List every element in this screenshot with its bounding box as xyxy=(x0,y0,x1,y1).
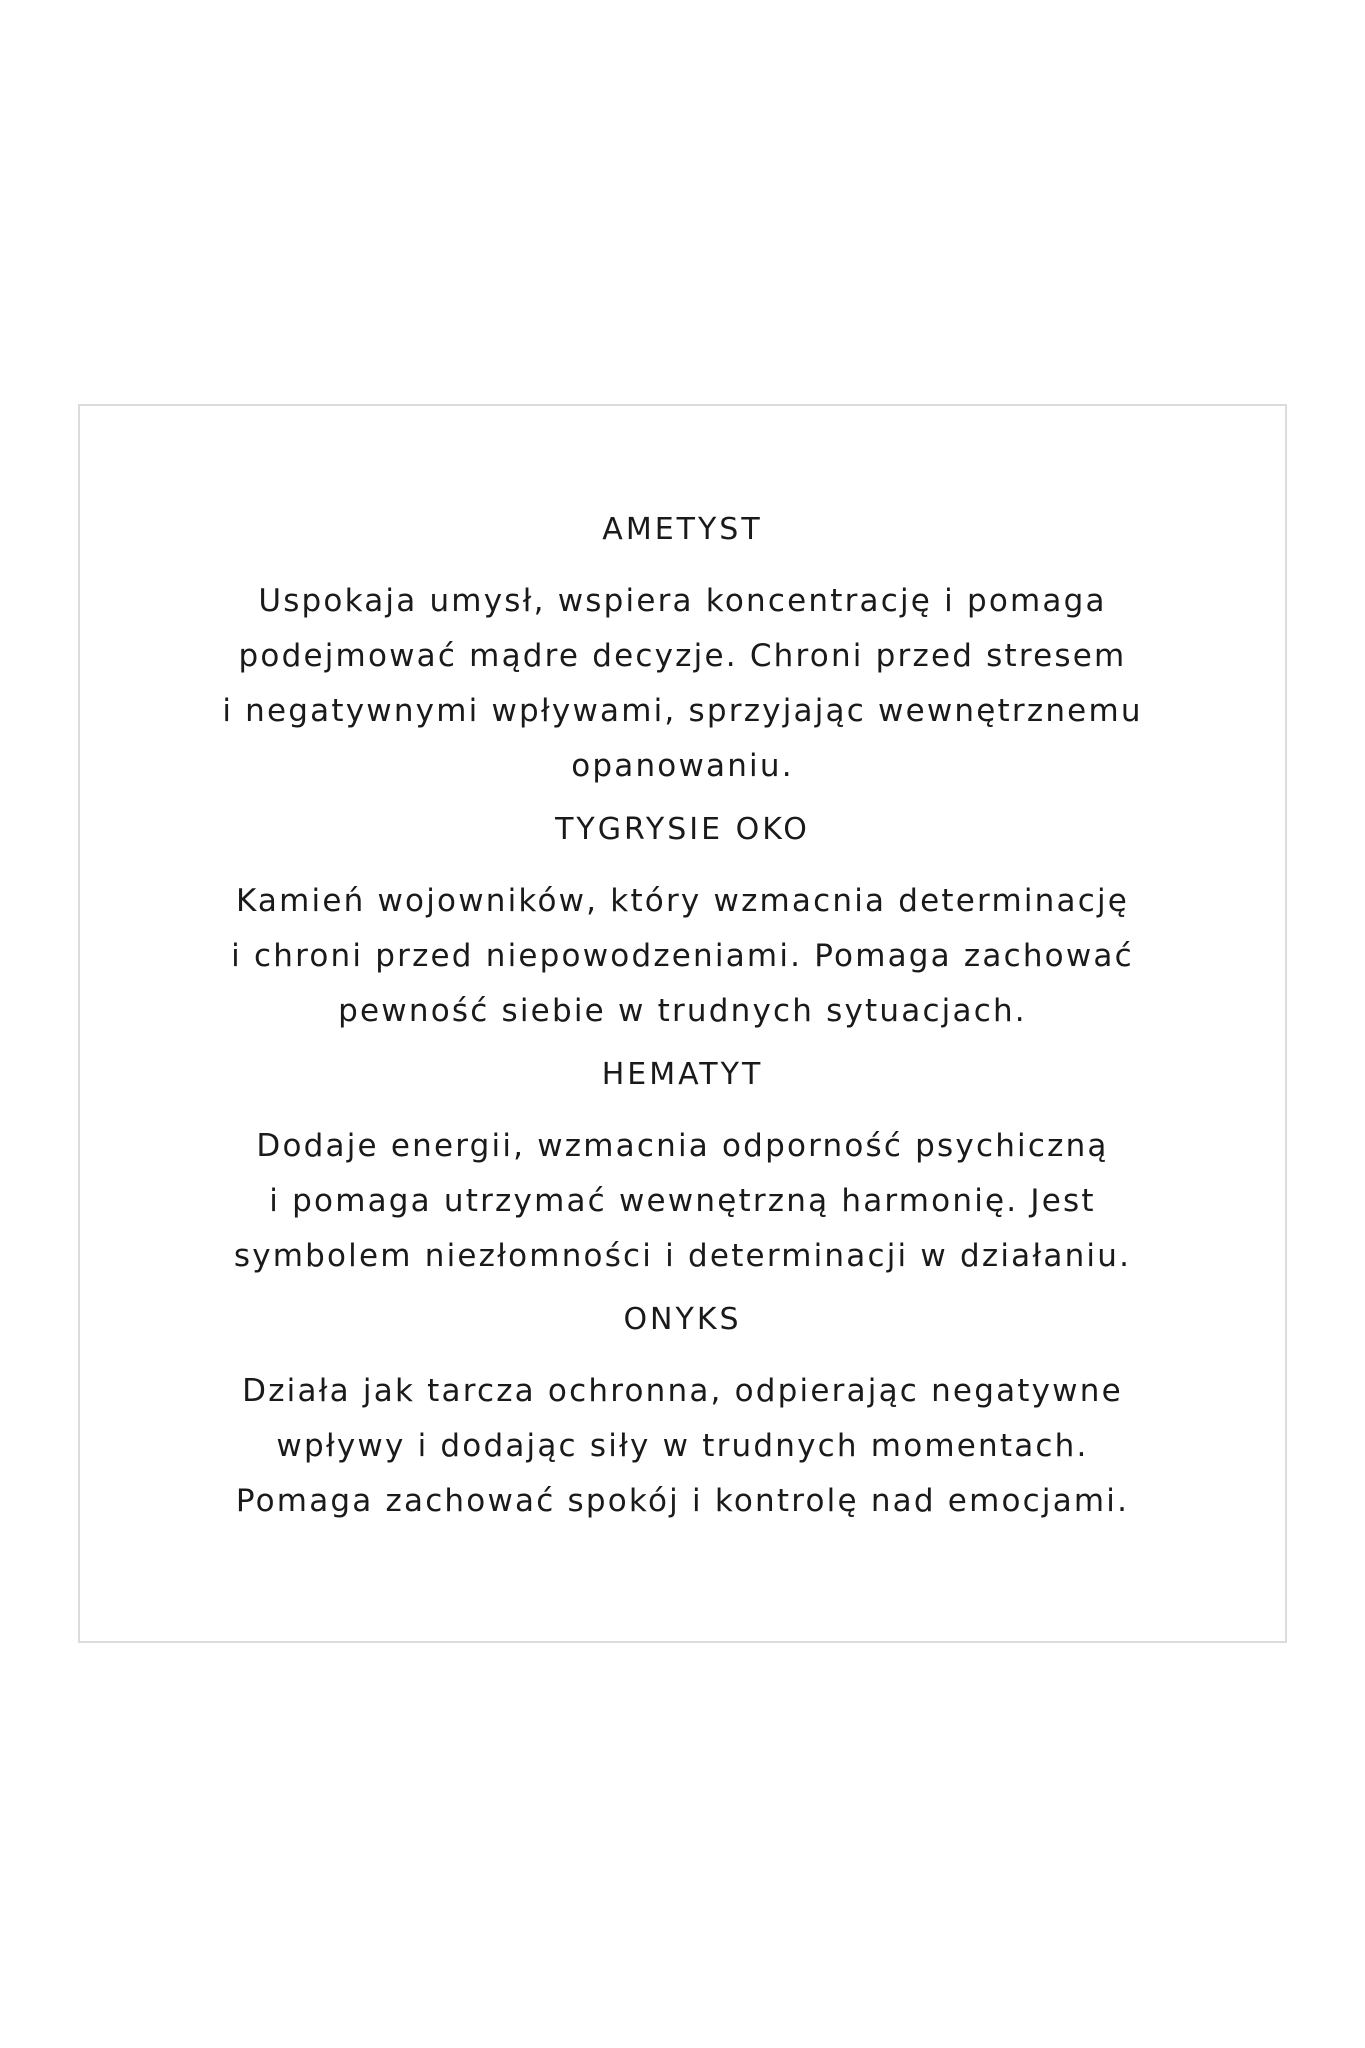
description-line: symbolem niezłomności i determinacji w działaniu. xyxy=(233,1238,1132,1274)
description-line: i pomaga utrzymać wewnętrzną harmonię. Jest xyxy=(269,1183,1096,1219)
description-line: i chroni przed niepowodzeniami. Pomaga zachować xyxy=(231,938,1134,974)
description-line: wpływy i dodając siły w trudnych momentach. xyxy=(276,1428,1089,1464)
description-line: pewność siebie w trudnych sytuacjach. xyxy=(338,993,1027,1029)
description-line: Kamień wojowników, który wzmacnia determinację xyxy=(235,883,1130,919)
description-line: Uspokaja umysł, wspiera koncentrację i pomaga xyxy=(258,583,1107,619)
stone-description xyxy=(80,1364,1285,1529)
stone-title: HEMATYT xyxy=(601,1057,764,1092)
stone-section-tygrysie-oko xyxy=(80,812,1285,1039)
description-line: Dodaje energii, wzmacnia odporność psychiczną xyxy=(256,1128,1109,1164)
stone-description xyxy=(80,874,1285,1039)
description-line: podejmować mądre decyzje. Chroni przed stresem xyxy=(238,638,1127,674)
stone-section-hematyt xyxy=(80,1057,1285,1284)
description-line: i negatywnymi wpływami, sprzyjając wewnętrznemu xyxy=(222,693,1143,729)
stone-section-onyks xyxy=(80,1302,1285,1529)
description-line: opanowaniu. xyxy=(571,748,794,784)
stone-description xyxy=(80,1119,1285,1284)
stone-title: TYGRYSIE OKO xyxy=(555,812,810,847)
stone-list xyxy=(80,512,1285,1529)
description-line: Pomaga zachować spokój i kontrolę nad emocjami. xyxy=(235,1483,1130,1519)
stone-section-ametyst xyxy=(80,512,1285,794)
stone-description xyxy=(80,574,1285,794)
stone-title: AMETYST xyxy=(602,512,763,547)
stone-title: ONYKS xyxy=(623,1302,742,1337)
description-line: Działa jak tarcza ochronna, odpierając negatywne xyxy=(242,1373,1123,1409)
content-card xyxy=(78,404,1287,1643)
